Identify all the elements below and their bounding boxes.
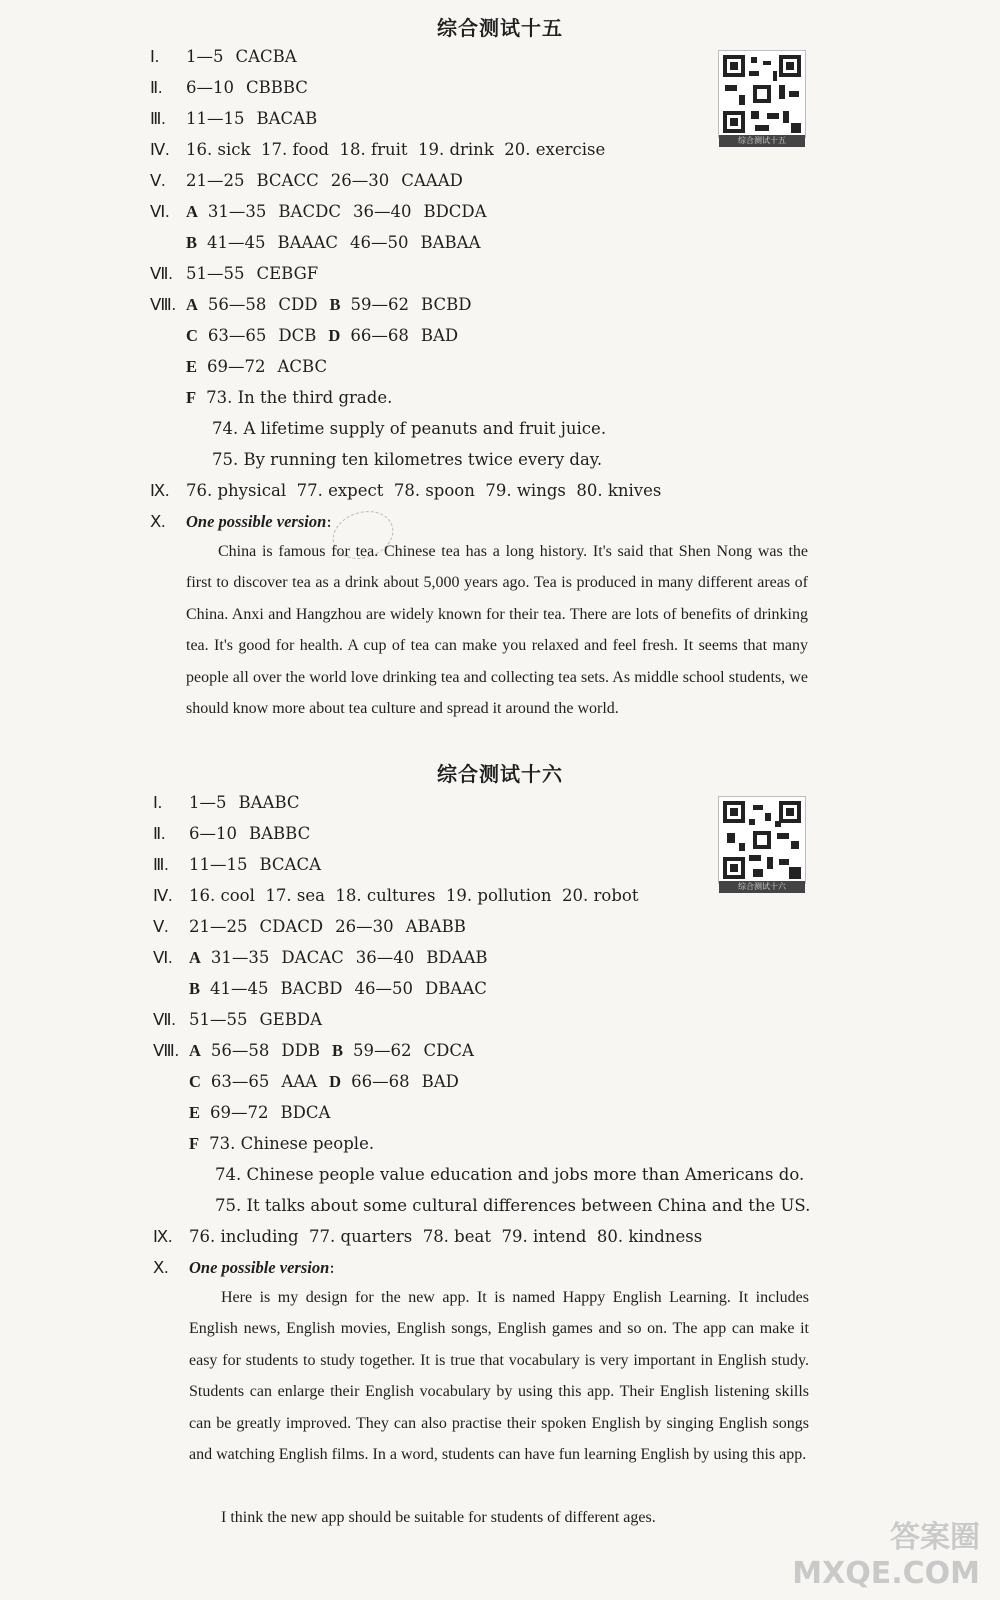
section-6a: Ⅵ. A 31—35 DACAC 36—40 BDAAB bbox=[153, 948, 488, 967]
section-8e: E 69—72 BDCA bbox=[189, 1103, 331, 1122]
qr-pattern-icon bbox=[719, 51, 805, 137]
section-10: Ⅹ. One possible version: bbox=[153, 1258, 335, 1277]
answer-74: 74. A lifetime supply of peanuts and fruit juice. bbox=[212, 419, 607, 438]
section-8a: Ⅷ. A 56—58 DDB B 59—62 CDCA bbox=[153, 1041, 474, 1060]
qr-pattern-icon bbox=[719, 797, 805, 883]
section-1: Ⅰ. 1—5 CACBA bbox=[150, 47, 297, 66]
section-8f: F 73. In the third grade. bbox=[186, 388, 393, 407]
section-7: Ⅶ. 51—55 CEBGF bbox=[150, 264, 319, 283]
qr-caption-test16: 综合测试十六 bbox=[719, 881, 805, 893]
section-3: Ⅲ. 11—15 BCACA bbox=[153, 855, 322, 874]
section-2: Ⅱ. 6—10 BABBC bbox=[153, 824, 311, 843]
section-9: Ⅸ. 76. including 77. quarters 78. beat 79. intend 80. kindness bbox=[153, 1227, 703, 1246]
section-5: Ⅴ. 21—25 CDACD 26—30 ABABB bbox=[153, 917, 466, 936]
section-10: Ⅹ. One possible version: bbox=[150, 512, 332, 531]
answer-75: 75. It talks about some cultural differences between China and the US. bbox=[215, 1196, 811, 1215]
essay-paragraph: China is famous for tea. Chinese tea has a long history. It's said that Shen Nong was the first to discover tea as a drink about 5,000 years ago. Tea is produced in many different areas of China. Anxi and Hangzhou are widely known for their tea. There are lots of benefits of drinking tea. It's good for health. A cup of tea can make you relaxed and feel fresh. It seems that many people all over the world love drinking tea and collecting tea sets. As middle school students, we should know more about tea culture and spread it around the world. bbox=[186, 543, 808, 718]
section-8c: C 63—65 AAA D 66—68 BAD bbox=[189, 1072, 459, 1091]
watermark-line2: MXQE.COM bbox=[792, 1556, 980, 1591]
section-1: Ⅰ. 1—5 BAABC bbox=[153, 793, 300, 812]
test16-title: 综合测试十六 bbox=[437, 762, 563, 786]
section-7: Ⅶ. 51—55 GEBDA bbox=[153, 1010, 322, 1029]
test15-title: 综合测试十五 bbox=[437, 16, 563, 40]
section-8c: C 63—65 DCB D 66—68 BAD bbox=[186, 326, 459, 345]
essay-paragraph: Here is my design for the new app. It is named Happy English Learning. It includes English news, English movies, English songs, English games and so on. The app can make it easy for students to study together. It is true that vocabulary is very important in English study. Students can enlarge their English vocabulary by using this app. Their English listening skills can be greatly improved. They can also practise their spoken English by singing English songs and watching English films. In a word, students can have fun learning English by using this app. bbox=[189, 1289, 809, 1464]
section-8f: F 73. Chinese people. bbox=[189, 1134, 375, 1153]
section-6b: B 41—45 BAAAC 46—50 BABAA bbox=[186, 233, 481, 252]
section-9: Ⅸ. 76. physical 77. expect 78. spoon 79. wings 80. knives bbox=[150, 481, 662, 500]
section-2: Ⅱ. 6—10 CBBBC bbox=[150, 78, 308, 97]
section-8e: E 69—72 ACBC bbox=[186, 357, 328, 376]
watermark-line1: 答案圈 bbox=[890, 1520, 980, 1555]
section-3: Ⅲ. 11—15 BACAB bbox=[150, 109, 318, 128]
qr-code-test16[interactable] bbox=[718, 796, 806, 884]
section-6b: B 41—45 BACBD 46—50 DBAAC bbox=[189, 979, 487, 998]
essay-paragraph-2: I think the new app should be suitable for students of different ages. bbox=[221, 1509, 656, 1526]
section-4: Ⅳ. 16. sick 17. food 18. fruit 19. drink 20. exercise bbox=[150, 140, 606, 159]
watermark-logo bbox=[792, 1520, 980, 1592]
qr-caption-test15: 综合测试十五 bbox=[719, 135, 805, 147]
answer-74: 74. Chinese people value education and jobs more than Americans do. bbox=[215, 1165, 805, 1184]
section-6a: Ⅵ. A 31—35 BACDC 36—40 BDCDA bbox=[150, 202, 487, 221]
section-4: Ⅳ. 16. cool 17. sea 18. cultures 19. pollution 20. robot bbox=[153, 886, 639, 905]
qr-code-test15[interactable] bbox=[718, 50, 806, 138]
answer-75: 75. By running ten kilometres twice every day. bbox=[212, 450, 603, 469]
section-8a: Ⅷ. A 56—58 CDD B 59—62 BCBD bbox=[150, 295, 472, 314]
section-5: Ⅴ. 21—25 BCACC 26—30 CAAAD bbox=[150, 171, 463, 190]
